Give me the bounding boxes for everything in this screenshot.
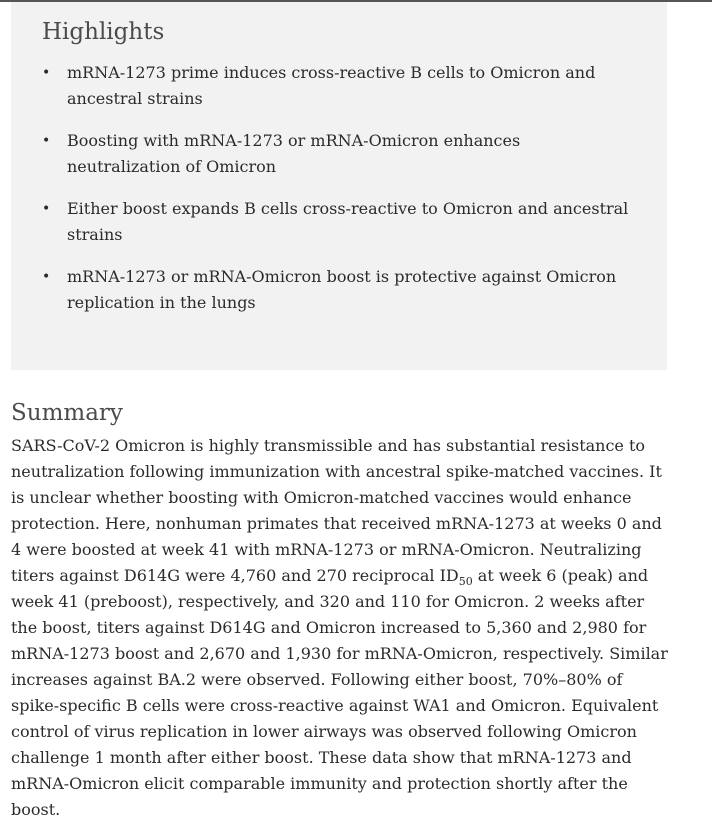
highlight-text: mRNA-1273 or mRNA-Omicron boost is protective against Omicron replication in the lungs bbox=[67, 267, 617, 312]
highlights-list bbox=[42, 60, 637, 316]
highlights-heading: Highlights bbox=[42, 19, 165, 45]
bullet-icon: • bbox=[42, 269, 51, 285]
summary-section bbox=[11, 398, 671, 823]
highlight-item bbox=[42, 60, 637, 112]
summary-heading: Summary bbox=[11, 400, 123, 426]
highlight-text: Either boost expands B cells cross-reactive to Omicron and ancestral strains bbox=[67, 199, 629, 244]
highlight-text: mRNA-1273 prime induces cross-reactive B cells to Omicron and ancestral strains bbox=[67, 63, 596, 108]
summary-text-part1: SARS-CoV-2 Omicron is highly transmissible and has substantial resistance to neutralization following immunization with ancestral spike-matched vaccines. It is unclear whether boosting with Omicron-matched vaccines would enhance protection. Here, nonhuman primates that received mRNA-1273 at weeks 0 and 4 were boosted at week 41 with mRNA-1273 or mRNA-Omicron. Neutralizing titers against D614G were 4,760 and 270 reciprocal ID bbox=[11, 436, 662, 585]
highlight-item bbox=[42, 264, 637, 316]
summary-text-part2: at week 6 (peak) and week 41 (preboost), respectively, and 320 and 110 for Omicron. 2 weeks after the boost, titers against D614G and Omicron increased to 5,360 and 2,980 for mRNA-1273 boost and 2,670 and 1,930 for mRNA-Omicron, respectively. Similar increases against BA.2 were observed. Following either boost, 70%–80% of spike-specific B cells were cross-reactive against WA1 and Omicron. Equivalent control of virus replication in lower airways was observed following Omicron challenge 1 month after either boost. These data show that mRNA-1273 and mRNA-Omicron elicit comparable immunity and protection shortly after the boost. bbox=[11, 566, 668, 819]
highlight-text: Boosting with mRNA-1273 or mRNA-Omicron enhances neutralization of Omicron bbox=[67, 131, 521, 176]
highlight-item bbox=[42, 196, 637, 248]
id50-subscript: 50 bbox=[458, 575, 473, 589]
highlights-section bbox=[11, 2, 667, 370]
summary-paragraph bbox=[11, 433, 671, 823]
highlight-item bbox=[42, 128, 637, 180]
bullet-icon: • bbox=[42, 201, 51, 217]
bullet-icon: • bbox=[42, 65, 51, 81]
bullet-icon: • bbox=[42, 133, 51, 149]
